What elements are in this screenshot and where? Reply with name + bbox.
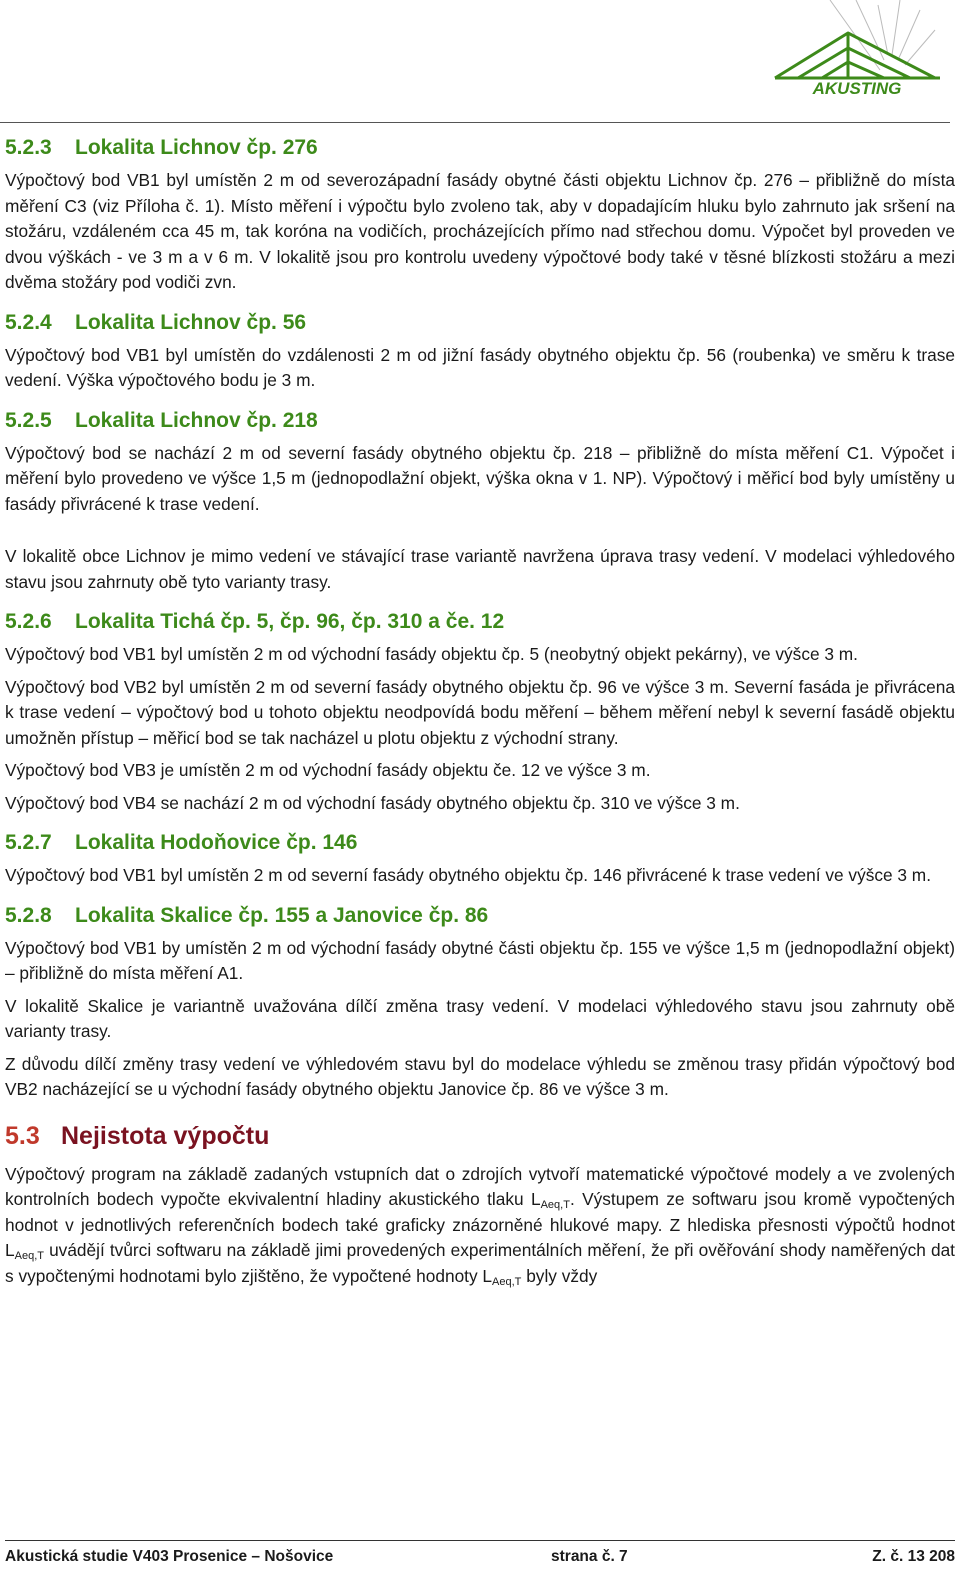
- order-number: Z. č. 13 208: [872, 1548, 955, 1565]
- heading-5-2-8: 5.2.8 Lokalita Skalice čp. 155 a Janovice čp. 86: [5, 903, 489, 927]
- paragraph: Z důvodu dílčí změny trasy vedení ve výhledovém stavu byl do modelace výhledu se změnou trasy přidán výpočtový bod VB2 nacházející se u východní fasády obytného objektu Janovice čp. 86 ve výšce 3 m.: [5, 1053, 955, 1099]
- paragraph: Výpočtový bod VB4 se nachází 2 m od východní fasády obytného objektu čp. 310 ve výšce 3 m.: [5, 792, 740, 813]
- header-rule: [0, 122, 950, 123]
- heading-5-2-7: 5.2.7 Lokalita Hodoňovice čp. 146: [5, 831, 358, 854]
- paragraph: Výpočtový bod VB2 byl umístěn 2 m od severní fasády obytného objektu čp. 96 ve výšce 3 m. Severní fasáda je přivrácena k trase vedení – výpočtový bod u tohoto objektu neodpovídá bodu měření – během měření nebyl k severní fasádě objektu umožněn přístup – měřicí bod se tak nacházel u plotu objektu z východní strany.: [5, 676, 955, 748]
- paragraph: Výpočtový bod se nachází 2 m od severní fasády obytného objektu čp. 218 – přibližně do místa měření C1. Výpočet i měření bylo provedeno ve výšce 1,5 m (jednopodlažní objekt, výška okna v 1. NP). Výpočtový i měřicí bod byly umístěny u fasády přivrácené k trase vedení.: [5, 442, 955, 514]
- footer-title: Akustická studie V403 Prosenice – Nošovice: [5, 1548, 334, 1565]
- paragraph: Výpočtový bod VB1 byl umístěn 2 m od východní fasády objektu čp. 5 (neobytný objekt pekárny), ve výšce 3 m.: [5, 644, 858, 664]
- heading-5-2-6: 5.2.6 Lokalita Tichá čp. 5, čp. 96, čp. 310 a če. 12: [5, 610, 505, 633]
- page-number: strana č. 7: [551, 1548, 628, 1565]
- heading-5-2-5: 5.2.5 Lokalita Lichnov čp. 218: [5, 408, 318, 432]
- page-footer: [5, 1548, 955, 1568]
- heading-5-2-4: 5.2.4 Lokalita Lichnov čp. 56: [5, 310, 307, 334]
- footer-rule: [5, 1540, 955, 1541]
- paragraph: Výpočtový bod VB3 je umístěn 2 m od východní fasády objektu če. 12 ve výšce 3 m.: [5, 760, 651, 780]
- heading-5-3: 5.3 Nejistota výpočtu: [5, 1121, 270, 1150]
- paragraph: V lokalitě Skalice je variantně uvažována dílčí změna trasy vedení. V modelaci výhledového stavu jsou zahrnuty obě varianty trasy.: [5, 995, 955, 1041]
- paragraph: Výpočtový bod VB1 byl umístěn 2 m od severní fasády obytného objektu čp. 146 přivrácené k trase vedení ve výšce 3 m.: [5, 865, 932, 885]
- paragraph: Výpočtový bod VB1 by umístěn 2 m od východní fasády obytné části objektu čp. 155 ve výšce 1,5 m (jednopodlažní objekt) – přibližně do místa měření A1.: [5, 937, 955, 983]
- main-content: [5, 128, 955, 1296]
- paragraph: Výpočtový bod VB1 byl umístěn 2 m od severozápadní fasády obytné části objektu Lichnov čp. 276 – přibližně do místa měření C3 (viz Příloha č. 1). Místo měření i výpočtu bylo zvoleno tak, aby v dopadajícím hluku bylo zahrnuto jak sršení na stožáru, vzdáleném cca 45 m, tak koróna na vodičích, procházejících přímo nad střechou domu. Výpočet byl proveden ve dvou výškách - ve 3 m a v 6 m. V lokalitě jsou pro kontrolu uvedeny výpočtové body také v těsné blízkosti stožáru a mezi dvěma stožáry pod vodiči zvn.: [5, 170, 955, 292]
- heading-5-2-3: 5.2.3 Lokalita Lichnov čp. 276: [5, 136, 318, 159]
- svg-text:AKUSTING: AKUSTING: [812, 79, 902, 98]
- paragraph: Výpočtový program na základě zadaných vstupních dat o zdrojích vytvoří matematické výpočtové modely a ve zvolených kontrolních bodech vypočte ekvivalentní hladiny akustického tlaku $L_{Aeq,T}$. Výstupem ze softwaru jsou kromě vypočtených hodnot v jednotlivých referenčních bodech také graficky znázorněné hlukové mapy. Z hlediska přesnosti výpočtů hodnot $L_{Aeq,T}$ uvádějí tvůrci softwaru na základě jimi provedených experimentálních měření, že při ověřování shody naměřených dat s vypočtenými hodnotami bylo zjištěno, že vypočtené hodnoty $L_{Aeq,T}$ byly vždy: [5, 1163, 955, 1288]
- paragraph: Výpočtový bod VB1 byl umístěn do vzdálenosti 2 m od jižní fasády obytného objektu čp. 56 (roubenka) ve směru k trase vedení. Výška výpočtového bodu je 3 m.: [5, 344, 955, 390]
- paragraph: V lokalitě obce Lichnov je mimo vedení ve stávající trase variantě navržena úprava trasy vedení. V modelaci výhledového stavu jsou zahrnuty obě tyto varianty trasy.: [5, 546, 955, 592]
- akusting-logo: [760, 0, 960, 100]
